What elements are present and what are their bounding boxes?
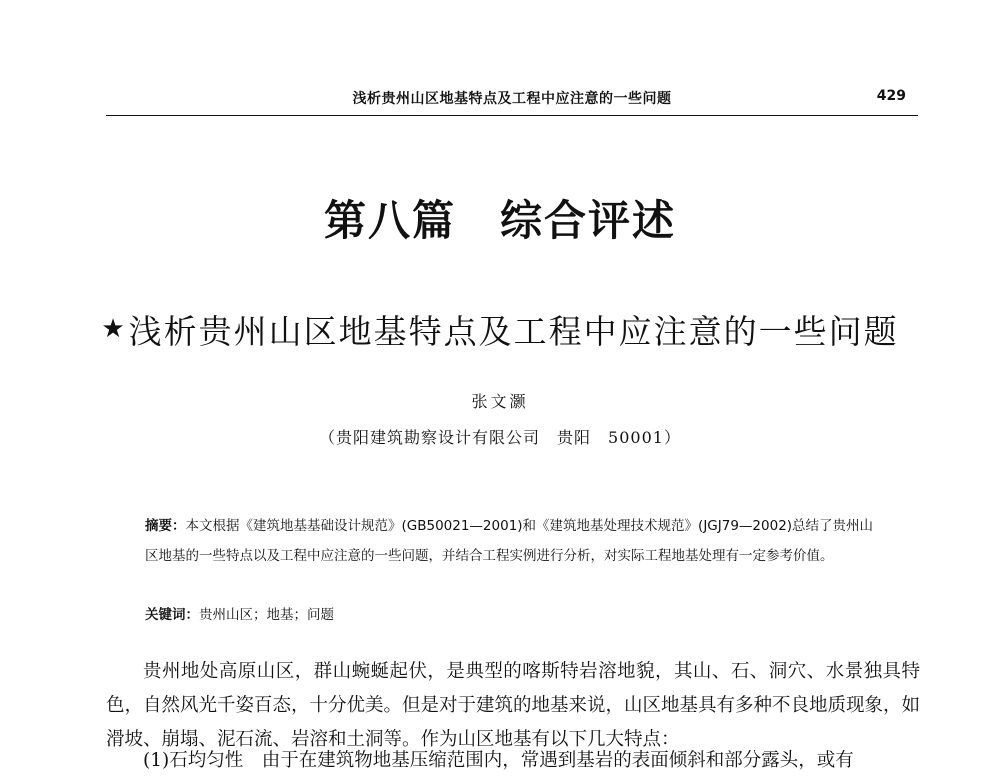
keywords-text: 贵州山区；地基；问题 (199, 607, 334, 623)
article-title-text: 浅析贵州山区地基特点及工程中应注意的一些问题 (128, 312, 899, 351)
page-number: 429 (876, 88, 906, 104)
star-icon: ★ (101, 314, 127, 344)
article-title (0, 306, 1000, 353)
body-next-line: (1)石均匀性 由于在建筑物地基压缩范围内，常遇到基岩的表面倾斜和部分露头，或有 (143, 750, 854, 771)
abstract (145, 511, 885, 571)
running-header (106, 88, 918, 108)
abstract-text: 本文根据《建筑地基基础设计规范》(GB50021—2001)和《建筑地基处理技术规范》(JGJ79—2002)总结了贵州山区地基的一些特点以及工程中应注意的一些问题，并结合工程实例进行分析，对实际工程地基处理有一定参考价值。 (145, 518, 874, 564)
keywords-label: 关键词： (145, 607, 199, 623)
part-title: 第八篇 综合评述 (323, 196, 676, 245)
abstract-label: 摘要： (145, 518, 186, 534)
author-affiliation: （贵阳建筑勘察设计有限公司 贵阳 50001） (319, 428, 681, 447)
author-name: 张文灏 (471, 392, 529, 411)
body-paragraph: 贵州地处高原山区，群山蜿蜒起伏，是典型的喀斯特岩溶地貌，其山、石、洞穴、水景独具特色，自然风光千姿百态，十分优美。但是对于建筑的地基来说，山区地基具有多种不良地质现象，如滑坡、崩塌、泥石流、岩溶和土洞等。作为山区地基有以下几大特点： (106, 661, 921, 750)
header-rule (106, 115, 918, 116)
keywords (145, 600, 885, 630)
running-header-title: 浅析贵州山区地基特点及工程中应注意的一些问题 (352, 91, 672, 107)
